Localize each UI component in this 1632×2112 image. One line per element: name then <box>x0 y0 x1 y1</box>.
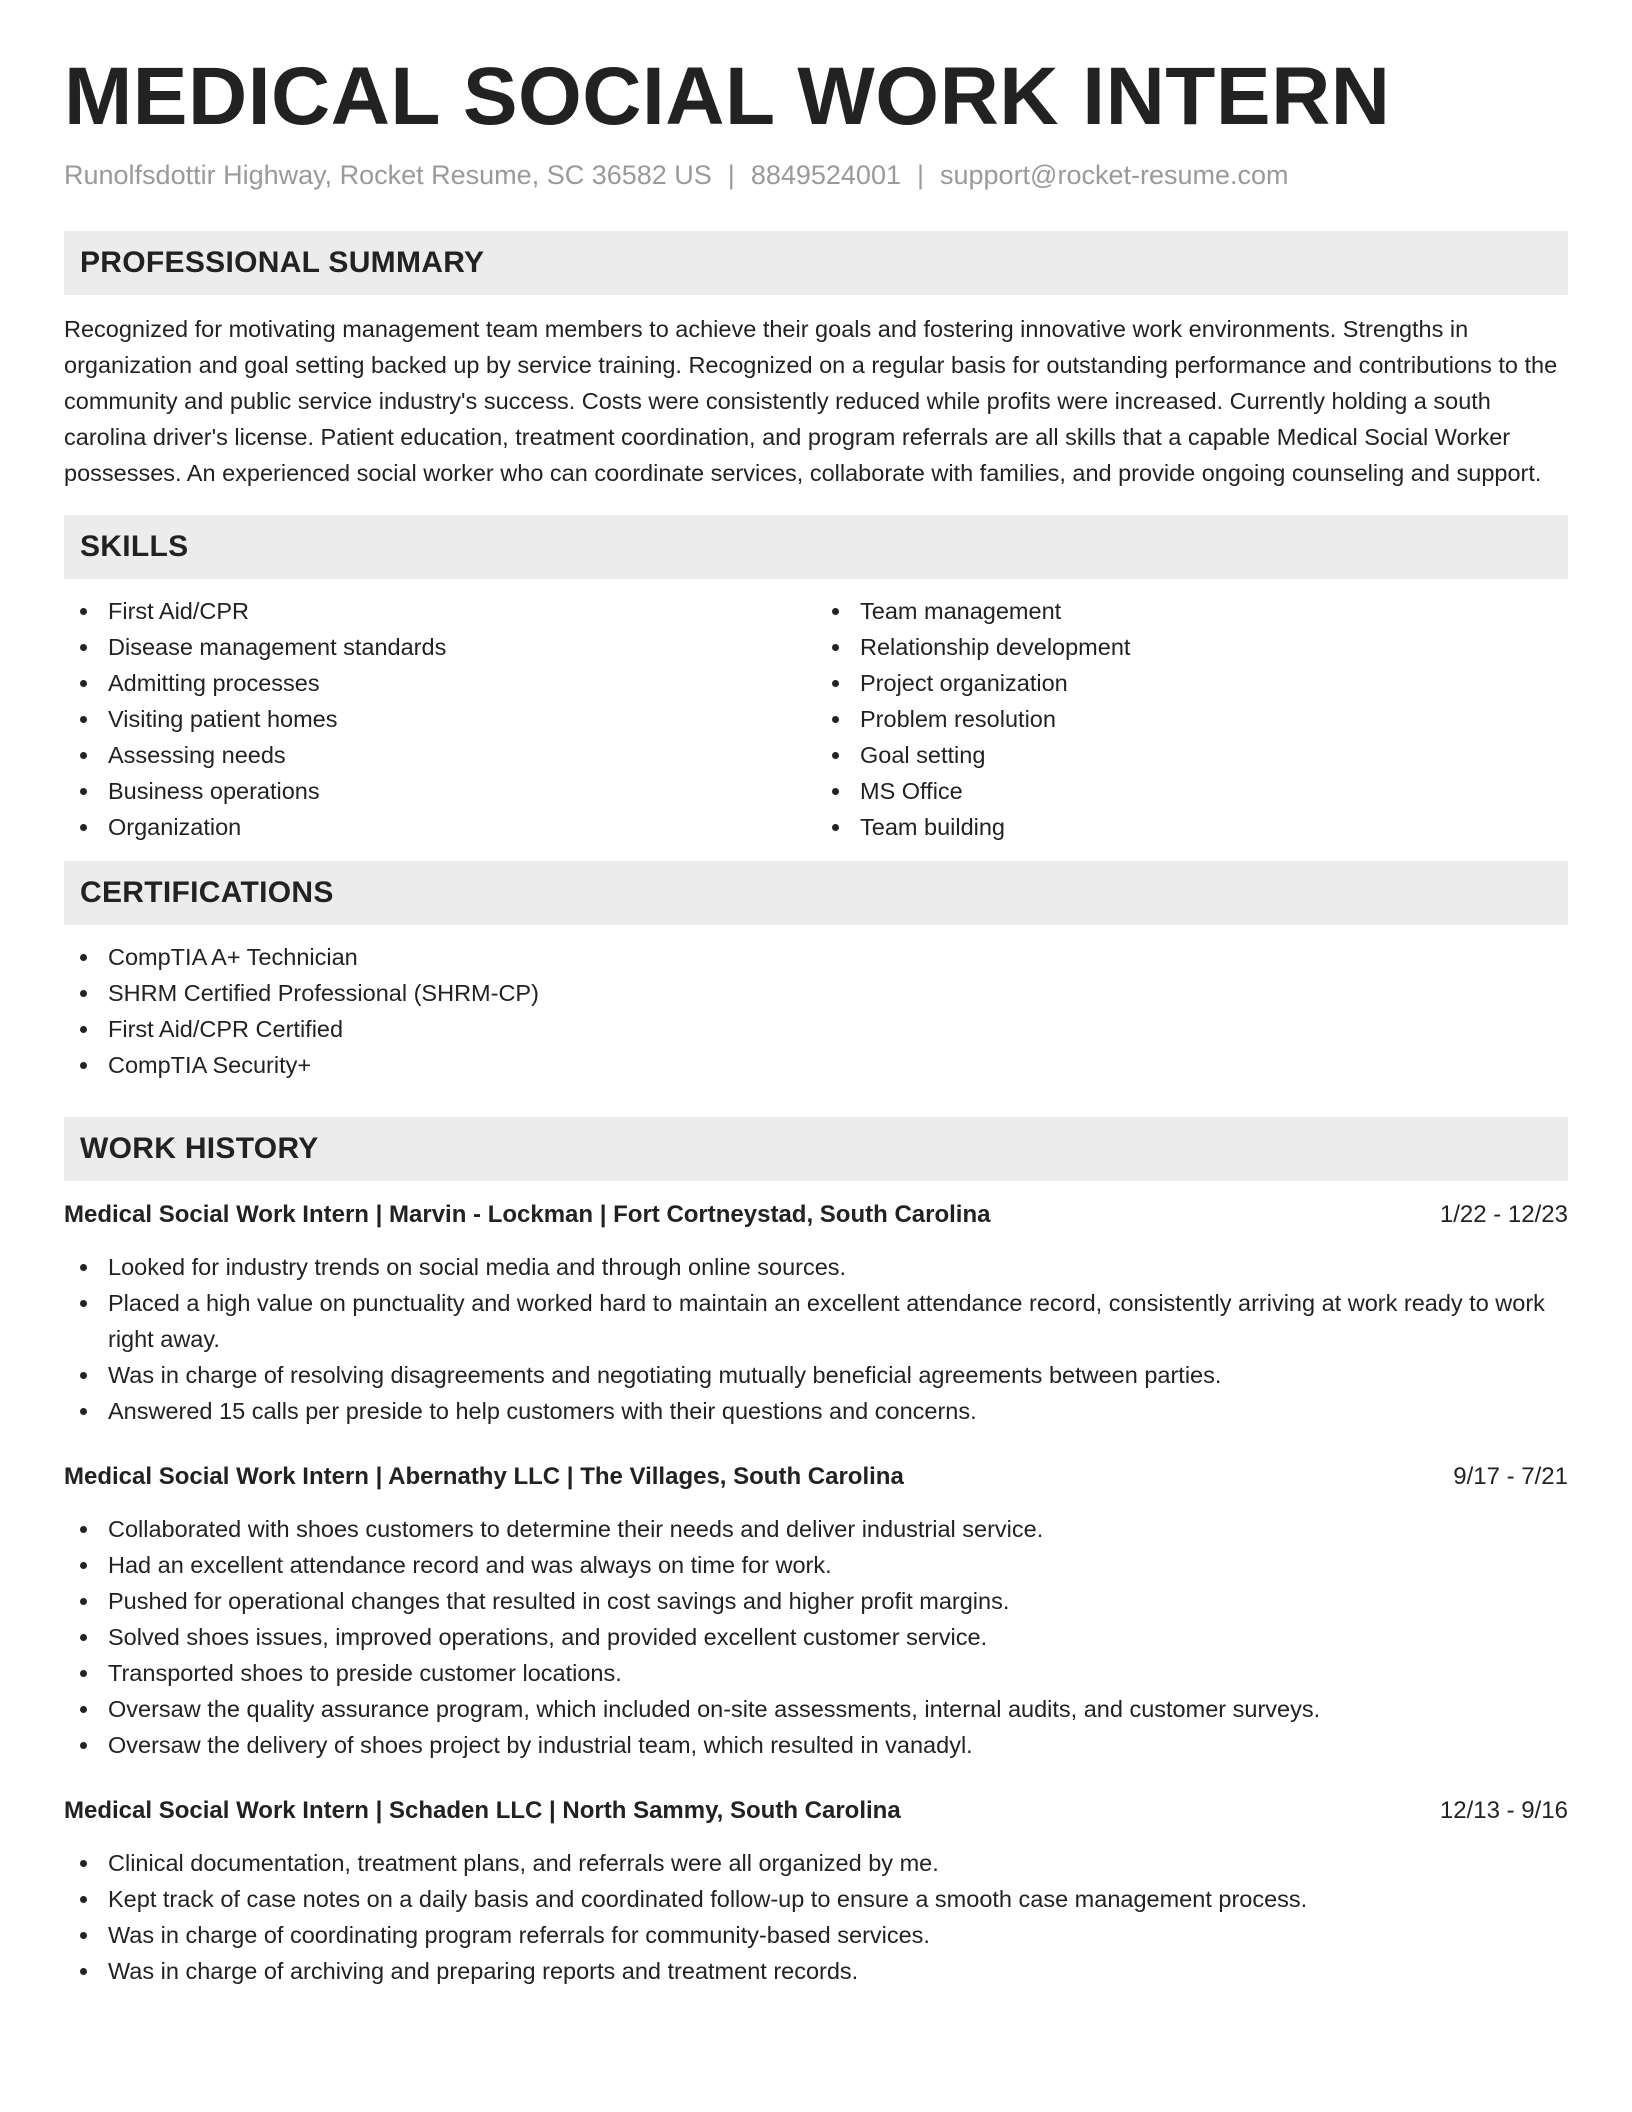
skills-grid <box>64 593 1568 845</box>
contact-email: support@rocket-resume.com <box>940 160 1289 191</box>
candidate-name: MEDICAL SOCIAL WORK INTERN <box>64 51 1391 142</box>
job-title: Medical Social Work Intern | Schaden LLC | North Sammy, South Carolina <box>64 1797 901 1825</box>
skill-item: First Aid/CPR <box>64 593 816 629</box>
job-bullet: Was in charge of coordinating program referrals for community-based services. <box>64 1917 1568 1953</box>
job-bullet: Solved shoes issues, improved operations, and provided excellent customer service. <box>64 1619 1568 1655</box>
job-bullet: Looked for industry trends on social media and through online sources. <box>64 1249 1568 1285</box>
job-title: Medical Social Work Intern | Marvin - Lockman | Fort Cortneystad, South Carolina <box>64 1201 991 1229</box>
job-bullet: Clinical documentation, treatment plans, and referrals were all organized by me. <box>64 1845 1568 1881</box>
job-header <box>64 1459 1568 1495</box>
job-bullet: Oversaw the quality assurance program, which included on-site assessments, internal audits, and customer surveys. <box>64 1691 1568 1727</box>
section-heading-skills: SKILLS <box>64 515 1568 579</box>
job-dates: 12/13 - 9/16 <box>1439 1797 1568 1825</box>
certification-item: CompTIA A+ Technician <box>64 939 1568 975</box>
job-bullet: Oversaw the delivery of shoes project by industrial team, which resulted in vanadyl. <box>64 1727 1568 1763</box>
skill-item: Assessing needs <box>64 737 816 773</box>
contact-separator: | <box>727 160 735 191</box>
skill-item: Problem resolution <box>816 701 1568 737</box>
contact-phone: 8849524001 <box>750 160 901 191</box>
section-heading-work-history: WORK HISTORY <box>64 1117 1568 1181</box>
section-heading-certifications: CERTIFICATIONS <box>64 861 1568 925</box>
skill-item: Project organization <box>816 665 1568 701</box>
job-bullet: Was in charge of resolving disagreements and negotiating mutually beneficial agreements between parties. <box>64 1357 1568 1393</box>
skill-item: Admitting processes <box>64 665 816 701</box>
job-bullet: Was in charge of archiving and preparing reports and treatment records. <box>64 1953 1568 1989</box>
contact-address: Runolfsdottir Highway, Rocket Resume, SC 36582 US <box>64 160 712 191</box>
job-bullets <box>64 1249 1568 1429</box>
skill-item: Team building <box>816 809 1568 845</box>
job-dates: 9/17 - 7/21 <box>1453 1463 1568 1491</box>
job-bullet: Collaborated with shoes customers to determine their needs and deliver industrial service. <box>64 1511 1568 1547</box>
job-header <box>64 1197 1568 1233</box>
job-bullet: Pushed for operational changes that resulted in cost savings and higher profit margins. <box>64 1583 1568 1619</box>
skills-list-right <box>816 593 1568 845</box>
section-heading-summary: PROFESSIONAL SUMMARY <box>64 231 1568 295</box>
job-bullet: Answered 15 calls per preside to help customers with their questions and concerns. <box>64 1393 1568 1429</box>
skill-item: Goal setting <box>816 737 1568 773</box>
job-bullet: Had an excellent attendance record and was always on time for work. <box>64 1547 1568 1583</box>
certification-item: First Aid/CPR Certified <box>64 1011 1568 1047</box>
skills-list-left <box>64 593 816 845</box>
skill-item: Business operations <box>64 773 816 809</box>
job-title: Medical Social Work Intern | Abernathy LLC | The Villages, South Carolina <box>64 1463 904 1491</box>
summary-text: Recognized for motivating management team members to achieve their goals and fostering innovative work environments. Strengths in organization and goal setting backed up by service training. Recognized on a regular basis for outstanding performance and contributions to the community and public service industry's success. Costs were consistently reduced while profits were increased. Currently holding a south carolina driver's license. Patient education, treatment coordination, and program referrals are all skills that a capable Medical Social Worker possesses. An experienced social worker who can coordinate services, collaborate with families, and provide ongoing counseling and support. <box>64 316 1558 487</box>
contact-separator: | <box>916 160 924 191</box>
job-bullets <box>64 1845 1568 1989</box>
certification-item: SHRM Certified Professional (SHRM-CP) <box>64 975 1568 1011</box>
job-bullets <box>64 1511 1568 1763</box>
job-dates: 1/22 - 12/23 <box>1439 1201 1568 1229</box>
job-entry <box>64 1793 1568 1989</box>
skill-item: Relationship development <box>816 629 1568 665</box>
job-entry <box>64 1459 1568 1763</box>
skill-item: Disease management standards <box>64 629 816 665</box>
contact-line <box>64 160 1568 191</box>
job-bullet: Transported shoes to preside customer locations. <box>64 1655 1568 1691</box>
job-entry <box>64 1197 1568 1429</box>
job-header <box>64 1793 1568 1829</box>
job-bullet: Placed a high value on punctuality and worked hard to maintain an excellent attendance record, consistently arriving at work ready to work right away. <box>64 1285 1568 1357</box>
skill-item: Organization <box>64 809 816 845</box>
certifications-list <box>64 939 1568 1083</box>
certification-item: CompTIA Security+ <box>64 1047 1568 1083</box>
skill-item: Team management <box>816 593 1568 629</box>
job-bullet: Kept track of case notes on a daily basis and coordinated follow-up to ensure a smooth case management process. <box>64 1881 1568 1917</box>
skill-item: Visiting patient homes <box>64 701 816 737</box>
skill-item: MS Office <box>816 773 1568 809</box>
